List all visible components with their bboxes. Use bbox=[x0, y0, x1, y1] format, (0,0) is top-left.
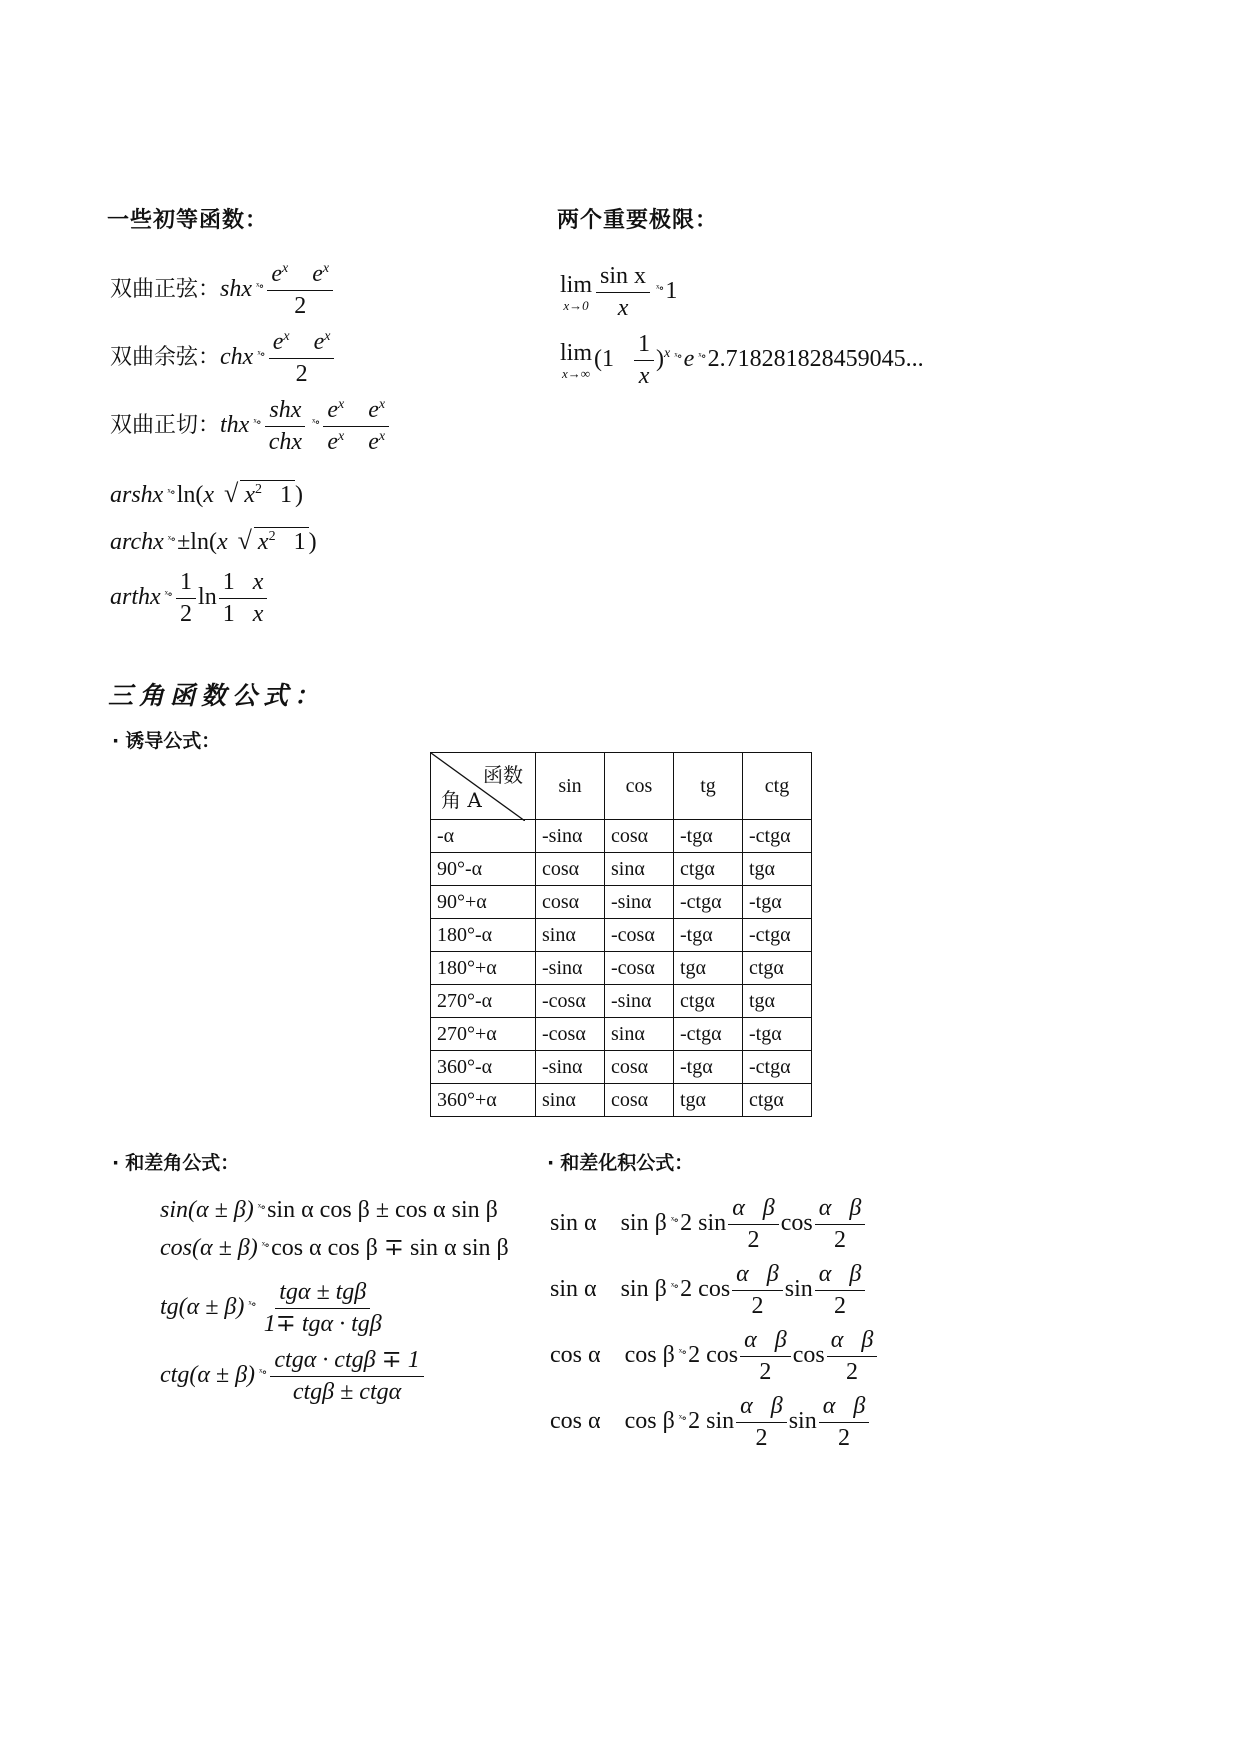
table-cell: -tgα bbox=[743, 886, 812, 919]
fraction: $\frac{\text{α β}}{2}$ bbox=[815, 1262, 866, 1319]
equals-mark: ˣ∘ bbox=[164, 587, 173, 602]
formula-limit-sinx: lim x→0 $\frac{\text{sin x}}{x}$ $^{ˣ\circ}$1 bbox=[560, 263, 678, 322]
table-cell: -sinα bbox=[536, 1051, 605, 1084]
equals-mark: ˣ∘ bbox=[253, 415, 261, 430]
formula-artanh: arthx $^{ˣ\circ}$ $\frac{1}{2}$ ln $\frac{1 x}{1 x}$ bbox=[110, 570, 269, 627]
fraction: $\frac{\text{α β}}{2}$ bbox=[815, 1196, 866, 1253]
table-cell: cosα bbox=[536, 853, 605, 886]
table-angle-cell: 180°+α bbox=[431, 952, 536, 985]
equals-mark: ˣ∘ bbox=[257, 1200, 266, 1214]
table-angle-cell: 360°-α bbox=[431, 1051, 536, 1084]
table-cell: -cosα bbox=[536, 1018, 605, 1051]
formula-tanh bbox=[110, 398, 391, 455]
table-angle-cell: 270°+α bbox=[431, 1018, 536, 1051]
label-sinh: 双曲正弦： bbox=[110, 277, 221, 303]
table-angle-cell: 180°-α bbox=[431, 919, 536, 952]
sym-arthx: arthx bbox=[110, 584, 161, 611]
formula-cos-minus-cos: cos α cos β $^{ˣ\circ}$2 sin $\frac{\text{α β}}{2}$ sin $\frac{\text{α β}}{2}$ bbox=[550, 1394, 871, 1451]
formula-cosh bbox=[110, 330, 336, 387]
label-cosh: 双曲余弦： bbox=[110, 345, 221, 371]
fraction: $\frac{1}{x}$ bbox=[634, 332, 654, 389]
table-header-cell: cos bbox=[605, 753, 674, 820]
table-angle-cell: -α bbox=[431, 820, 536, 853]
table-cell: sinα bbox=[605, 853, 674, 886]
heading-trig-formulas: 三角函数公式： bbox=[108, 681, 326, 710]
equals-mark: ˣ∘ bbox=[678, 1345, 687, 1360]
limit: lim x→∞ bbox=[560, 340, 593, 382]
fraction: $\frac{e^x e^x}{e^x e^x}$ bbox=[323, 398, 389, 455]
table-cell: tgα bbox=[674, 1084, 743, 1117]
sym-arshx: arshx bbox=[110, 482, 164, 508]
formula-sinh bbox=[110, 262, 335, 319]
table-cell: cosα bbox=[605, 1051, 674, 1084]
sqrt-icon: √ bbox=[237, 526, 252, 555]
table-cell: -tgα bbox=[743, 1018, 812, 1051]
fraction: $\frac{\text{α β}}{2}$ bbox=[819, 1394, 870, 1451]
table-cell: -tgα bbox=[674, 820, 743, 853]
equals-mark: ˣ∘ bbox=[256, 279, 264, 294]
fraction: $\frac{1 x}{1 x}$ bbox=[219, 570, 268, 627]
table-row bbox=[431, 886, 812, 919]
formula-ctg-sum: ctg(α ± β) $^{ˣ\circ}$ $\frac{\text{ctgα · ctgβ ∓ 1}}{\text{ctgβ ± ctgα}}$ bbox=[160, 1348, 426, 1405]
formula-limit-e: lim x→∞ (1 $\frac{1}{x}$ )$^x$ $^{ˣ\circ}$e $^{ˣ\circ}$2.718281828459045... bbox=[560, 331, 924, 390]
table-row bbox=[431, 1084, 812, 1117]
table-row bbox=[431, 919, 812, 952]
table-cell: ctgα bbox=[743, 1084, 812, 1117]
table-cell: -ctgα bbox=[743, 820, 812, 853]
equals-mark: ˣ∘ bbox=[167, 485, 175, 499]
induction-table bbox=[430, 752, 812, 1117]
table-angle-cell: 360°+α bbox=[431, 1084, 536, 1117]
equals-mark: ˣ∘ bbox=[167, 532, 176, 546]
table-corner-cell: 函数 角 A bbox=[431, 753, 536, 820]
table-cell: -cosα bbox=[536, 985, 605, 1018]
table-cell: -cosα bbox=[605, 952, 674, 985]
sym-shx: shx bbox=[220, 276, 253, 303]
table-header-row bbox=[431, 753, 812, 820]
table-row bbox=[431, 1018, 812, 1051]
formula-tg-sum: tg(α ± β) $^{ˣ\circ}$ $\frac{\text{tgα ± tgβ}}{\text{1∓ tgα · tgβ}}$ bbox=[160, 1280, 388, 1337]
table-cell: -ctgα bbox=[674, 1018, 743, 1051]
table-cell: ctgα bbox=[674, 985, 743, 1018]
table-angle-cell: 90°-α bbox=[431, 853, 536, 886]
formula-cos-plus-cos: cos α cos β $^{ˣ\circ}$2 cos $\frac{\text{α β}}{2}$ cos $\frac{\text{α β}}{2}$ bbox=[550, 1328, 879, 1385]
table-cell: -ctgα bbox=[674, 886, 743, 919]
table-cell: -tgα bbox=[674, 1051, 743, 1084]
table-header-cell: tg bbox=[674, 753, 743, 820]
equals-mark: ˣ∘ bbox=[257, 347, 265, 362]
label-tanh: 双曲正切： bbox=[110, 413, 221, 439]
heading-sum-to-product: · 和差化积公式： bbox=[547, 1152, 694, 1174]
table-cell: tgα bbox=[674, 952, 743, 985]
table-cell: sinα bbox=[605, 1018, 674, 1051]
table-cell: ctgα bbox=[674, 853, 743, 886]
table-cell: tgα bbox=[743, 985, 812, 1018]
table-cell: -sinα bbox=[536, 820, 605, 853]
table-cell: -sinα bbox=[605, 886, 674, 919]
fraction: $\frac{e^x e^x}{2}$ bbox=[269, 330, 335, 387]
equals-mark: ˣ∘ bbox=[670, 1213, 679, 1228]
sqrt-icon: √ bbox=[224, 479, 239, 508]
formula-sin-plus-sin: sin α sin β $^{ˣ\circ}$2 sin $\frac{\text{α β}}{2}$ cos $\frac{\text{α β}}{2}$ bbox=[550, 1196, 867, 1253]
fraction: $\frac{\text{α β}}{2}$ bbox=[732, 1262, 783, 1319]
table-cell: sinα bbox=[536, 1084, 605, 1117]
fraction: $\frac{\text{α β}}{2}$ bbox=[827, 1328, 878, 1385]
table-cell: -tgα bbox=[674, 919, 743, 952]
table-header-cell: ctg bbox=[743, 753, 812, 820]
equals-mark: ˣ∘ bbox=[698, 349, 706, 364]
sym-thx: thx bbox=[220, 412, 250, 439]
equals-mark: ˣ∘ bbox=[678, 1411, 687, 1426]
table-cell: -ctgα bbox=[743, 1051, 812, 1084]
table-header-cell: sin bbox=[536, 753, 605, 820]
formula-arcosh: archx $^{ˣ\circ}$±ln(x √ $x^2$ 1 ) bbox=[110, 526, 317, 555]
table-cell: tgα bbox=[743, 853, 812, 886]
table-cell: -sinα bbox=[536, 952, 605, 985]
table-cell: -sinα bbox=[605, 985, 674, 1018]
table-row bbox=[431, 985, 812, 1018]
fraction: $\frac{\text{tgα ± tgβ}}{\text{1∓ tgα · tgβ}}$ bbox=[263, 1279, 382, 1338]
fraction: $\frac{\text{α β}}{2}$ bbox=[736, 1394, 787, 1451]
table-cell: cosα bbox=[536, 886, 605, 919]
heading-induction: · 诱导公式： bbox=[112, 730, 221, 752]
fraction: $\frac{\text{shx}}{\text{chx}}$ bbox=[265, 398, 306, 455]
equals-mark: ˣ∘ bbox=[674, 349, 682, 364]
equals-mark: ˣ∘ bbox=[312, 415, 320, 430]
table-cell: cosα bbox=[605, 820, 674, 853]
heading-elementary-functions: 一些初等函数： bbox=[107, 208, 269, 233]
sym-chx: chx bbox=[220, 344, 254, 371]
table-cell: cosα bbox=[605, 1084, 674, 1117]
fraction: $\frac{1}{2}$ bbox=[176, 570, 196, 627]
formula-sin-minus-sin: sin α sin β $^{ˣ\circ}$2 cos $\frac{\text{α β}}{2}$ sin $\frac{\text{α β}}{2}$ bbox=[550, 1262, 867, 1319]
equals-mark: ˣ∘ bbox=[670, 1279, 679, 1294]
table-angle-cell: 90°+α bbox=[431, 886, 536, 919]
fraction: $\frac{\text{α β}}{2}$ bbox=[728, 1196, 779, 1253]
table-row bbox=[431, 820, 812, 853]
fraction: $\frac{e^x e^x}{2}$ bbox=[267, 262, 333, 319]
table-cell: ctgα bbox=[743, 952, 812, 985]
formula-sin-sum: sin(α ± β) $^{ˣ\circ}$sin α cos β ± cos α sin β bbox=[160, 1197, 498, 1223]
formula-arsinh: arshx $^{ˣ\circ}$ln(x √ $x^2$ 1 ) bbox=[110, 479, 303, 508]
table-cell: -cosα bbox=[605, 919, 674, 952]
heading-sum-difference: · 和差角公式： bbox=[112, 1152, 240, 1174]
e-value: 2.718281828459045... bbox=[707, 346, 924, 373]
sym-archx: archx bbox=[110, 529, 164, 555]
table-cell: -ctgα bbox=[743, 919, 812, 952]
fraction: $\frac{\text{sin x}}{x}$ bbox=[596, 264, 650, 321]
table-row bbox=[431, 952, 812, 985]
formula-cos-sum: cos(α ± β) $^{ˣ\circ}$cos α cos β ∓ sin α sin β bbox=[160, 1235, 509, 1261]
table-angle-cell: 270°-α bbox=[431, 985, 536, 1018]
equals-mark: ˣ∘ bbox=[259, 1365, 267, 1380]
table-row bbox=[431, 853, 812, 886]
heading-important-limits: 两个重要极限： bbox=[557, 208, 719, 233]
fraction: $\frac{\text{ctgα · ctgβ ∓ 1}}{\text{ctgβ ± ctgα}}$ bbox=[270, 1348, 423, 1405]
fraction: $\frac{\text{α β}}{2}$ bbox=[740, 1328, 791, 1385]
equals-mark: ˣ∘ bbox=[248, 1297, 256, 1312]
table-cell: sinα bbox=[536, 919, 605, 952]
equals-mark: ˣ∘ bbox=[656, 281, 664, 296]
table-row bbox=[431, 1051, 812, 1084]
equals-mark: ˣ∘ bbox=[261, 1238, 270, 1252]
limit: lim x→0 bbox=[560, 272, 593, 314]
